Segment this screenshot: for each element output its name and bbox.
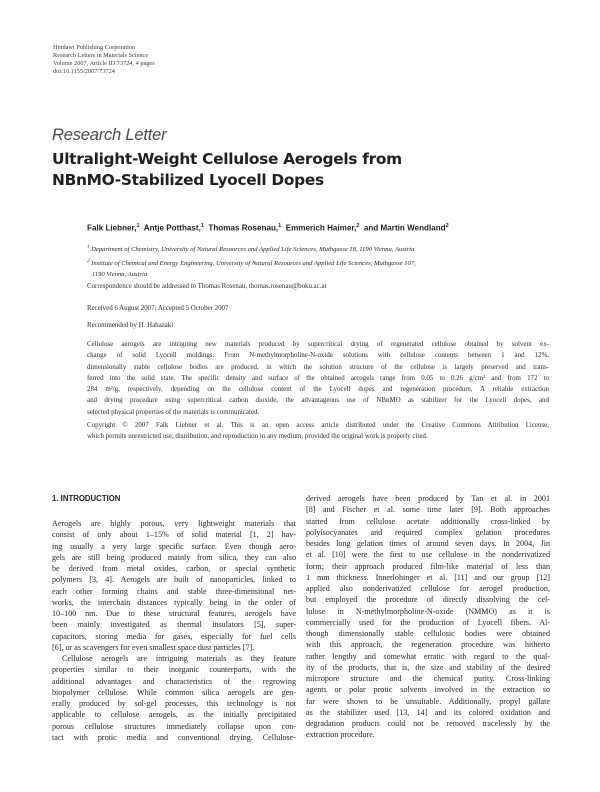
doi-line: doi:10.1155/2007/73724 — [53, 68, 115, 75]
body-line: applicable to cellulose aerogels, as the initially precipitated — [52, 710, 296, 720]
affiliations — [87, 242, 542, 281]
affiliation-item — [87, 256, 542, 270]
affiliation-mark: 2 — [87, 258, 90, 264]
author-affiliation-mark: 2 — [445, 223, 449, 229]
abstract-line: Cellulose aerogels are intriguing new materials produced by supercritical drying of regenerated cellulose obtained by solvent ex- — [87, 340, 549, 348]
author-name: and Martin Wendland — [363, 223, 446, 233]
body-line: Aerogels are highly porous, very lightweight materials that — [52, 519, 296, 528]
body-line: 1 mm thickness. Innerlohinger et al. [11] and our group [12] — [306, 572, 550, 582]
body-line: besides long gelation times of around seven days. In 2004, Jin — [306, 539, 550, 548]
right-column — [306, 493, 550, 741]
affiliation-text: Institute of Chemical and Energy Engineering, University of Natural Resources and Applied Life Sciences, Muthgasse 107, — [91, 259, 416, 267]
body-line: with this approach, the regeneration procedure was hitherto — [306, 640, 550, 650]
body-line: rather lengthy and somewhat erratic with regard to the qual- — [306, 651, 550, 661]
body-line: consist of only about 1–15% of solid material [1, 2] hav- — [52, 530, 296, 540]
affiliation-mark: 1 — [87, 245, 90, 250]
author-name: Thomas Rosenau, — [208, 223, 279, 233]
left-column — [52, 518, 296, 743]
body-line: though dimensionally stable cellulosic bodies were obtained — [306, 629, 550, 638]
body-line: commercially used for the production of Lyocell fibers. Al- — [306, 617, 550, 627]
body-line: but employed the procedure of directly dissolving the cel- — [306, 595, 550, 605]
abstract-line: change of solid Lyocell moldings. From N-methylmorpholine-N-oxide solutions with cellulose contents between 1 and 12%, — [87, 351, 549, 360]
abstract-line: dimensionally stable cellulose bodies are produced, in which the solution structure of the cellulose is largely preserved and trans- — [87, 362, 549, 371]
body-line: derived aerogels have been produced by Tan et al. in 2001 — [306, 494, 550, 503]
body-line: micropore structure and the chemical purity. Cross-linking — [306, 674, 550, 683]
body-line: 10–100 nm. Due to these structural features, aerogels have — [52, 609, 296, 618]
author-affiliation-mark: 1 — [136, 223, 140, 229]
journal-header — [53, 44, 155, 76]
title-line: Ultralight-Weight Cellulose Aerogels from — [52, 150, 402, 168]
copyright-line: which permits unrestricted use, distribution, and reproduction in any medium, provided the original work is properly cited. — [87, 432, 428, 441]
body-line: gels are still being produced mainly from silica, they can also — [52, 552, 296, 562]
body-line: polymers [3, 4]. Aerogels are built of nanoparticles, linked to — [52, 575, 296, 585]
body-line: properties similar to their inorganic counterparts, with the — [52, 665, 296, 675]
volume-line: Volume 2007, Article ID 73724, 4 pages — [53, 60, 155, 67]
body-line: extraction procedure. — [306, 730, 375, 740]
body-line: be derived from metal oxides, carbon, or special synthetic — [52, 564, 296, 573]
body-line: biopolymer cellulose. While common silica aerogels are gen- — [52, 687, 296, 697]
body-line: lulose in N-methylmorpholine-N-oxide (NMMO) as it is — [306, 606, 550, 616]
author-name: Antje Potthast, — [143, 223, 201, 233]
body-line: capacitors, storing media for gases, especially for fuel cells — [52, 631, 296, 641]
body-line: additional advantages and characteristics of the regrowing — [52, 676, 296, 686]
journal-name: Research Letters in Materials Science — [53, 52, 149, 59]
body-line: porous cellulose structures immediately collapse upon con- — [52, 721, 296, 731]
received-accepted-dates: Received 6 August 2007; Accepted 5 October 2007 — [87, 305, 229, 312]
author-affiliation-mark: 1 — [200, 223, 204, 229]
body-line: degradation products could not be removed tracelessly by the — [306, 719, 550, 728]
abstract-line: selected physical properties of the materials is communicated. — [87, 407, 260, 416]
section-heading: 1. INTRODUCTION — [52, 494, 121, 503]
recommended-by: Recommended by H. Hahazaki — [87, 322, 174, 329]
copyright-line: Copyright © 2007 Falk Liebner et al. This is an open access article distributed under the Creative Commons Attribution License, — [87, 421, 549, 429]
body-line: erally produced by sol-gel processes, this technology is not — [52, 699, 296, 708]
author-name: Emmerich Haimer, — [285, 223, 357, 233]
body-line: et al. [10] were the first to use cellulose in the nonderivatized — [306, 550, 550, 560]
abstract-line: 284 m²/g, respectively, depending on the cellulose content of the Lyocell dopes and regeneration procedure. A reliable extraction — [87, 385, 549, 393]
correspondence-note: Correspondence should be addressed to Thomas Rosenau, thomas.rosenau@boku.ac.at — [87, 283, 327, 290]
article-type: Research Letter — [52, 126, 167, 144]
body-line: each other forming chains and stable three-dimensional net- — [52, 586, 296, 596]
affiliation-text: 1190 Vienna, Austria — [92, 271, 148, 279]
body-line: far were shown to be unsuitable. Additionally, propyl gallate — [306, 696, 550, 706]
body-line: form; their approach produced film-like material of less than — [306, 561, 550, 571]
abstract-line: and drying procedure using supercritical carbon dioxide, the advantageous use of NBnMO as stabilizer for the Lyocell dopes, and — [87, 396, 549, 405]
body-line: [8] and Fischer et al. some time later [9]. Both approaches — [306, 505, 550, 515]
author-affiliation-mark: 2 — [356, 223, 360, 229]
body-line: started from cellulose acetate additionally cross-linked by — [306, 516, 550, 526]
body-line: polyisocyanates and required complex gelation procedures — [306, 527, 550, 537]
body-line: works, the interchain distances typically being in the order of — [52, 597, 296, 607]
author-list — [87, 223, 449, 233]
publisher-line: Hindawi Publishing Corporation — [53, 44, 136, 51]
body-line: ity of the products, that is, the size and stability of the desired — [306, 662, 550, 672]
copyright-notice — [87, 420, 549, 443]
body-line: as the stabilizer used [13, 14] and its colored oxidation and — [306, 707, 550, 717]
body-line: applied also nonderivatized cellulose for aerogel production, — [306, 584, 550, 593]
abstract — [87, 339, 549, 418]
body-line: ing usually a very large specific surface. Even though aero- — [52, 541, 296, 551]
title-line: NBnMO-Stabilized Lyocell Dopes — [52, 171, 324, 189]
author-affiliation-mark: 1 — [278, 223, 282, 229]
affiliation-item — [87, 242, 542, 256]
body-line: agents or polar protic solvents involved in the extraction so — [306, 685, 550, 695]
body-line: [6], or as scavengers for even smallest space dust particles [7]. — [52, 642, 255, 652]
affiliation-text: Department of Chemistry, University of Natural Resources and Applied Life Sciences, Muthgasse 18, 1190 Vienna, Austria — [91, 246, 415, 254]
body-line: Cellulose aerogels are intriguing materials as they feature — [62, 654, 296, 663]
abstract-line: ferred into the solid state. The specific density and surface of the obtained aerogels range from 0.05 to 0.26 g/cm³ and from 172 to — [87, 373, 549, 382]
body-line: been mainly investigated as thermal insulators [5], super- — [52, 620, 296, 630]
article-title — [52, 149, 402, 191]
body-line: tact with protic media and conventional drying. Cellulose- — [52, 732, 296, 742]
author-name: Falk Liebner, — [87, 223, 137, 233]
